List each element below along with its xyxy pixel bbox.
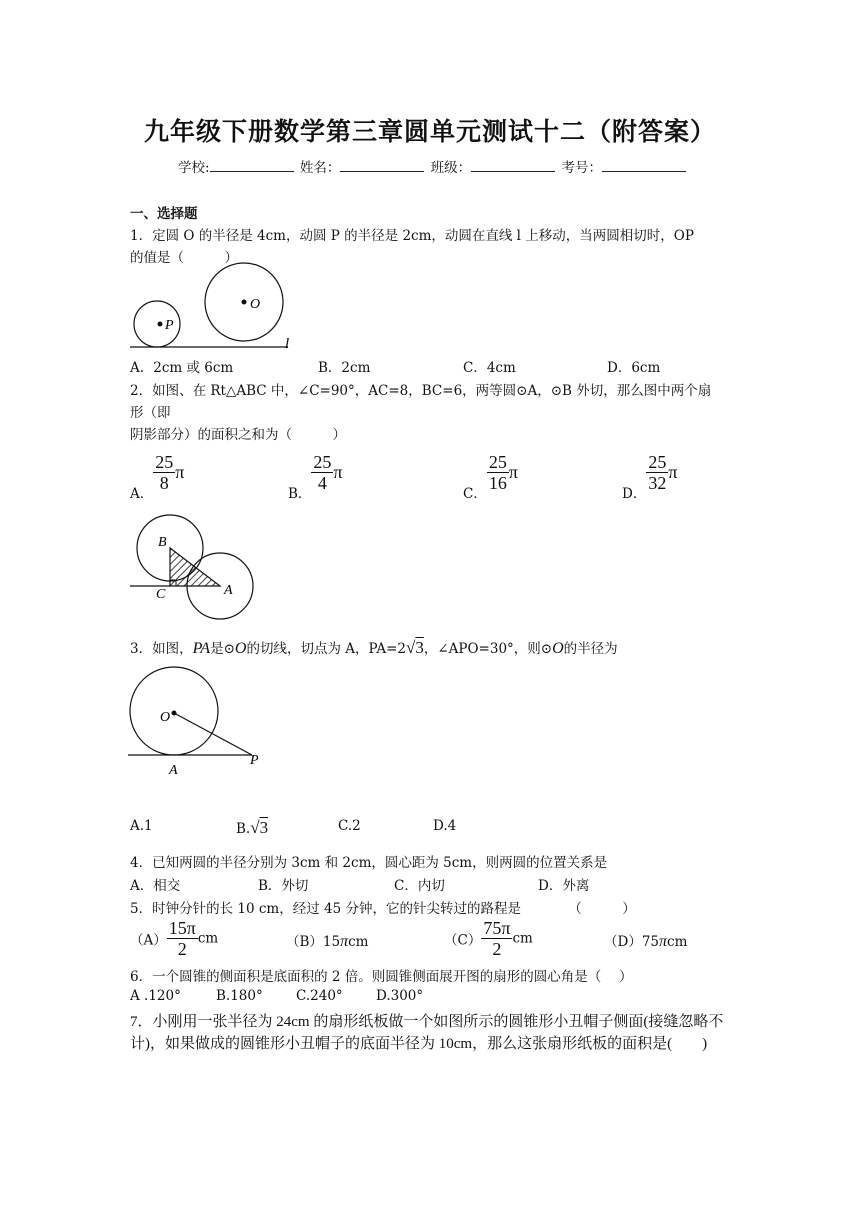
q2-option-b-fraction: $\frac{25}{4}$ [313,452,332,493]
q2-line3: 阴影部分）的面积之和为（ ） [130,427,346,443]
pi-symbol: π [508,462,518,482]
q3-var-o2: O [552,640,564,657]
q2-label-a: A [224,583,233,598]
q7-line2: 计)，如果做成的圆锥形小丑帽子的底面半径为 10cm，那么这张扇形纸板的面积是( ) [130,1036,708,1052]
q5-option-c-unit: cm [512,930,533,947]
q5-option-c-label: （C） [444,932,482,949]
q3-option-d[interactable]: D.4 [433,818,457,834]
q6-option-d[interactable]: D.300° [376,988,424,1004]
q3-option-b-sqrt: √3 [250,818,269,837]
section-heading: 一、选择题 [130,206,198,222]
q5-option-d-label: （D）75 [604,934,660,950]
q4-option-a[interactable]: A．相交 [130,878,181,894]
pi-symbol: π [668,462,678,482]
q5-option-b[interactable] [286,930,369,951]
q6-option-c[interactable]: C.240° [296,988,343,1004]
q5-option-c-fraction: $\frac{75\pi}{2}$ [483,918,511,959]
q1-option-a[interactable]: A．2cm 或 6cm [130,360,234,376]
q2-option-d[interactable] [622,452,677,502]
q5-option-a-label: （A） [130,932,167,949]
q4-line1: 4．已知两圆的半径分别为 3cm 和 2cm，圆心距为 5cm，则两圆的位置关系是 [130,855,608,871]
q5-option-a-unit: cm [197,930,219,947]
name-blank[interactable] [340,159,424,172]
q2-option-b[interactable] [288,452,343,502]
q3-option-b-label: B. [236,821,251,837]
q3-label-a: A [169,763,178,778]
q5-line1: 5．时钟分针的长 10 cm，经过 45 分钟，它的针尖转过的路程是 （ ） [130,901,636,917]
q3-option-a[interactable]: A.1 [130,818,153,834]
q5-option-d[interactable] [604,930,687,951]
q4-option-c[interactable]: C．内切 [394,878,445,894]
q5-option-d-unit: cm [667,934,688,950]
q3-stem-post: 的半径为 [563,641,618,657]
q6-line1: 6．一个圆锥的侧面积是底面积的 2 倍。则圆锥侧面展开图的扇形的圆心角是（ ） [130,969,633,985]
q2-option-d-fraction: $\frac{25}{32}$ [648,452,667,493]
exam-no-blank[interactable] [602,159,686,172]
student-info-line [178,156,688,176]
school-blank[interactable] [210,159,294,172]
q3-sqrt: √3 [406,638,424,657]
q4-option-d[interactable]: D．外离 [538,878,590,894]
q3-stem-pre: 3．如图， [130,641,193,657]
q6-option-a[interactable]: A .120° [130,988,181,1004]
q3-var-o1: O [234,640,247,657]
q3-label-o: O [160,710,171,725]
q1-line1: 1．定圆 O 的半径是 4cm，动圆 P 的半径是 2cm，动圆在直线 l 上移动，当两圆相切时，OP [130,228,694,244]
q2-figure [130,512,270,624]
q1-option-b[interactable]: B．2cm [318,360,371,376]
q3-label-p: P [250,753,259,768]
pi-symbol: π [333,462,343,482]
q2-option-a-label: A． [130,486,154,502]
q2-option-c-fraction: $\frac{25}{16}$ [488,452,507,493]
q5-option-a-fraction: $\frac{15\pi}{2}$ [168,918,196,959]
q2-option-a-fraction: $\frac{25}{8}$ [155,452,174,493]
q3-option-b[interactable] [236,818,268,838]
pi-symbol: π [175,462,185,482]
q6-option-b[interactable]: B.180° [216,988,263,1004]
q2-option-b-label: B． [288,486,312,502]
q2-option-a[interactable] [130,452,184,502]
q5-option-b-unit: cm [348,934,369,950]
q2-label-c: C [156,587,166,602]
class-blank[interactable] [471,159,555,172]
q1-label-l: l [285,336,290,352]
q3-stem [130,637,618,658]
q3-stem-mid3: ，∠APO=30°，则⊙ [423,641,553,657]
q3-stem-mid2: 的切线，切点为 A，PA=2 [246,641,406,657]
name-label: 姓名： [299,160,341,176]
q5-option-c[interactable] [444,918,533,959]
q2-option-c-label: C． [463,486,487,502]
q3-stem-mid1: 是⊙ [210,641,235,657]
q5-option-b-label: （B）15 [286,934,341,950]
q2-line1: 2．如图、在 Rt△ABC 中，∠C=90°，AC=8，BC=6，两等圆⊙A，⊙B 外切，那么图中两个扇 [130,383,712,399]
q7-line1: 7．小刚用一张半径为 24cm 的扇形纸板做一个如图所示的圆锥形小丑帽子侧面(接缝忽略不 [130,1014,724,1030]
q1-option-d[interactable]: D．6cm [607,360,661,376]
class-label: 班级： [430,160,472,176]
q3-option-c[interactable]: C.2 [338,818,361,834]
school-label: 学校: [178,160,210,176]
exam-no-label: 考号： [561,160,602,176]
q5-option-a[interactable] [130,918,218,959]
q1-label-p: P [165,318,174,333]
pi-symbol: π [659,933,668,950]
q2-line2: 形（即 [130,405,171,421]
pi-symbol: π [340,933,349,950]
q2-option-c[interactable] [463,452,518,502]
q2-option-d-label: D． [622,486,647,502]
q2-label-b: B [158,535,167,550]
q1-label-o: O [250,297,261,312]
q1-figure [128,262,298,354]
page-title: 九年级下册数学第三章圆单元测试十二（附答案） [143,117,716,146]
q1-line2: 的值是（ ） [130,250,238,266]
q4-option-b[interactable]: B．外切 [258,878,309,894]
q3-var-pa: PA [192,640,211,657]
q1-option-c[interactable]: C．4cm [463,360,516,376]
q3-figure [128,666,278,782]
